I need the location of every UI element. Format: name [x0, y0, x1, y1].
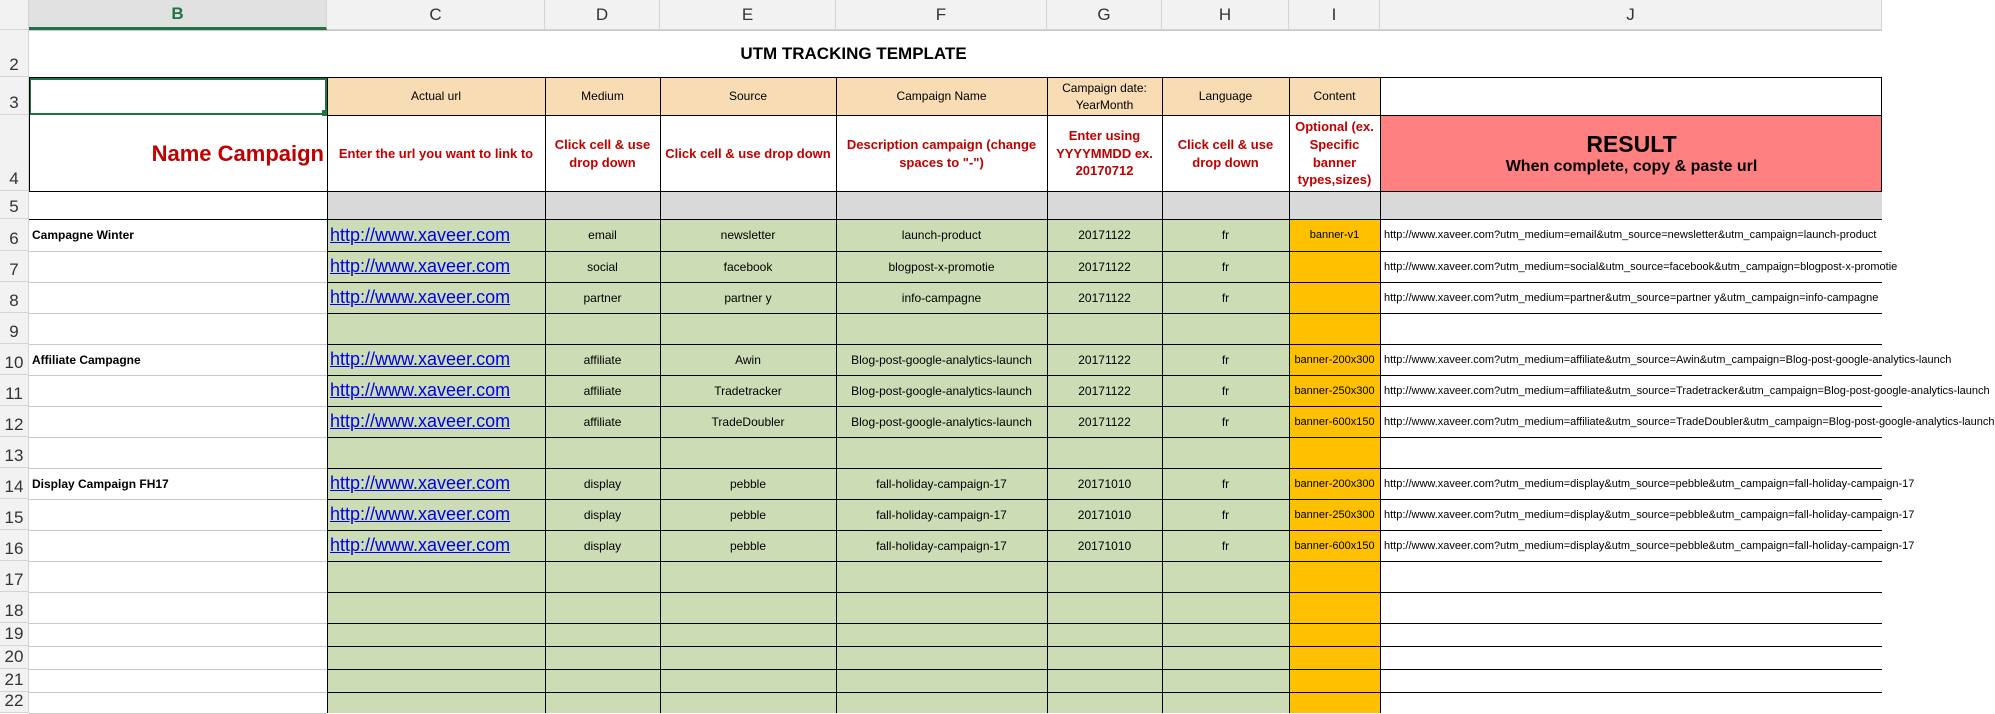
date-cell[interactable]: 20171122 [1078, 414, 1131, 429]
cell-i8[interactable] [1289, 282, 1380, 313]
row-header-20[interactable]: 20 [0, 646, 29, 669]
selected-cell-b3[interactable] [29, 78, 327, 115]
grid-line [327, 499, 1882, 500]
header-g: Campaign date: YearMonth [1047, 78, 1162, 115]
grid-line [327, 669, 1882, 670]
date-cell[interactable]: 20171122 [1078, 228, 1131, 242]
separator-f5 [836, 191, 1047, 219]
language-cell[interactable]: fr [1221, 259, 1230, 274]
language-cell[interactable]: fr [1221, 383, 1230, 398]
row-header-3[interactable]: 3 [0, 77, 29, 115]
header-e: Source [660, 78, 836, 115]
row-header-4[interactable]: 4 [0, 115, 29, 191]
grid-line [29, 646, 327, 647]
cell-h20[interactable] [1162, 646, 1289, 669]
row-header-8[interactable]: 8 [0, 282, 29, 313]
source-cell[interactable]: TradeDoubler [711, 414, 785, 429]
column-header-d[interactable]: D [545, 0, 660, 30]
grid-line [1380, 77, 1381, 713]
medium-cell[interactable]: affiliate [583, 414, 622, 429]
separator-h5 [1162, 191, 1289, 219]
language-cell[interactable]: fr [1221, 507, 1230, 522]
grid-line [660, 77, 661, 713]
result-subtitle: When complete, copy & paste url [1505, 158, 1758, 175]
grid-line [29, 313, 327, 314]
cell-e13[interactable] [660, 437, 836, 468]
cell-g21[interactable] [1047, 669, 1162, 692]
cell-e22[interactable] [660, 692, 836, 713]
cell-d17[interactable] [545, 561, 660, 592]
grid-line [836, 77, 837, 713]
campaign-name-cell[interactable]: blogpost-x-promotie [888, 259, 995, 274]
row-header-14[interactable]: 14 [0, 468, 29, 499]
row-header-12[interactable]: 12 [0, 406, 29, 437]
source-cell[interactable]: facebook [723, 259, 773, 274]
grid-line [327, 437, 1882, 438]
instruction-c: Enter the url you want to link to [338, 145, 534, 161]
cell-e20[interactable] [660, 646, 836, 669]
language-cell[interactable]: fr [1221, 538, 1230, 553]
grid-line [1289, 77, 1290, 713]
row-header-17[interactable]: 17 [0, 561, 29, 592]
instruction-i: Optional (ex. Specific banner types,sizes) [1295, 119, 1374, 188]
row-header-9[interactable]: 9 [0, 313, 29, 344]
language-cell[interactable]: fr [1221, 414, 1230, 429]
grid-line [327, 692, 1882, 693]
date-cell[interactable]: 20171122 [1078, 383, 1131, 398]
separator-i5 [1289, 191, 1380, 219]
source-cell[interactable]: pebble [729, 538, 767, 553]
cell-c20[interactable] [327, 646, 545, 669]
url-link[interactable]: http://www.xaveer.com [330, 411, 511, 431]
grid-line [29, 77, 1882, 78]
campaign-name-cell[interactable]: fall-holiday-campaign-17 [876, 538, 1007, 553]
header-c: Actual url [327, 78, 545, 115]
grid-line [29, 623, 327, 624]
grid-line [29, 219, 1882, 220]
sheet-title: UTM TRACKING TEMPLATE [740, 43, 967, 63]
grid-line [327, 282, 1882, 283]
cell-i22[interactable] [1289, 692, 1380, 713]
campaign-name: Campagne Winter [32, 228, 134, 242]
cell-c18[interactable] [327, 592, 545, 623]
column-header-b[interactable]: B [29, 0, 327, 30]
row-header-6[interactable]: 6 [0, 219, 29, 251]
language-cell[interactable]: fr [1221, 290, 1230, 305]
separator-j5 [1380, 191, 1882, 219]
campaign-name-cell[interactable]: Blog-post-google-analytics-launch [851, 414, 1032, 429]
cell-f19[interactable] [836, 623, 1047, 646]
column-header-e[interactable]: E [660, 0, 836, 30]
cell-i18[interactable] [1289, 592, 1380, 623]
url-link[interactable]: http://www.xaveer.com [330, 535, 511, 555]
instruction-h: Click cell & use drop down [1177, 136, 1274, 170]
medium-cell[interactable]: display [583, 538, 622, 553]
cell-h18[interactable] [1162, 592, 1289, 623]
source-cell[interactable]: Tradetracker [714, 383, 782, 398]
url-link[interactable]: http://www.xaveer.com [330, 287, 511, 307]
name-campaign-label: Name Campaign [151, 140, 324, 166]
date-cell[interactable]: 20171010 [1077, 507, 1132, 522]
language-cell[interactable]: fr [1221, 352, 1230, 367]
cell-f9[interactable] [836, 313, 1047, 344]
cell-f21[interactable] [836, 669, 1047, 692]
cell-e9[interactable] [660, 313, 836, 344]
source-cell[interactable]: Awin [735, 352, 761, 367]
grid-line [29, 468, 327, 469]
url-link[interactable]: http://www.xaveer.com [330, 380, 511, 400]
content-cell[interactable]: banner-200x300 [1294, 477, 1375, 490]
cell-d19[interactable] [545, 623, 660, 646]
cell-d20[interactable] [545, 646, 660, 669]
grid-line [327, 375, 1882, 376]
result-url[interactable]: http://www.xaveer.com?utm_medium=affiliate&utm_source=TradeDoubler&utm_campaign=Blog-post-google-analytics-launch [1384, 415, 1995, 428]
date-cell[interactable]: 20171010 [1077, 538, 1132, 553]
cell-d13[interactable] [545, 437, 660, 468]
row-header-7[interactable]: 7 [0, 251, 29, 282]
cell-f18[interactable] [836, 592, 1047, 623]
campaign-name-cell[interactable]: launch-product [901, 228, 982, 242]
grid-line [327, 623, 1882, 624]
row-header-16[interactable]: 16 [0, 530, 29, 561]
row-header-11[interactable]: 11 [0, 375, 29, 406]
result-url[interactable]: http://www.xaveer.com?utm_medium=email&utm_source=newsletter&utm_campaign=launch-product [1384, 229, 1877, 241]
row-header-21[interactable]: 21 [0, 669, 29, 692]
campaign-name: Affiliate Campagne [32, 352, 141, 367]
separator-d5 [545, 191, 660, 219]
cell-c22[interactable] [327, 692, 545, 713]
result-url[interactable]: http://www.xaveer.com?utm_medium=display&utm_source=pebble&utm_campaign=fall-holiday-campaign-17 [1384, 477, 1915, 490]
instruction-e: Click cell & use drop down [665, 145, 831, 161]
grid-line [327, 344, 1882, 345]
cell-c13[interactable] [327, 437, 545, 468]
medium-cell[interactable]: affiliate [583, 352, 622, 367]
row-header-13[interactable]: 13 [0, 437, 29, 468]
grid-line [29, 592, 327, 593]
grid-line [327, 561, 1882, 562]
grid-line [29, 406, 327, 407]
source-cell[interactable]: pebble [729, 507, 767, 522]
campaign-name-cell[interactable]: fall-holiday-campaign-17 [876, 476, 1007, 491]
content-cell[interactable]: banner-200x300 [1294, 353, 1375, 366]
cell-d22[interactable] [545, 692, 660, 713]
grid-line [29, 344, 327, 345]
date-cell[interactable]: 20171122 [1078, 290, 1131, 305]
cell-f20[interactable] [836, 646, 1047, 669]
cell-f22[interactable] [836, 692, 1047, 713]
row-header-2[interactable]: 2 [0, 30, 29, 77]
cell-f17[interactable] [836, 561, 1047, 592]
column-header-c[interactable]: C [327, 0, 545, 30]
grid-line [327, 251, 1882, 252]
result-url[interactable]: http://www.xaveer.com?utm_medium=affiliate&utm_source=Tradetracker&utm_campaign=Blog-post-google-analytics-launch [1384, 384, 1990, 397]
grid-line [327, 530, 1882, 531]
medium-cell[interactable]: email [588, 228, 617, 242]
cell-g17[interactable] [1047, 561, 1162, 592]
cell-c19[interactable] [327, 623, 545, 646]
column-header-g[interactable]: G [1047, 0, 1162, 30]
grid-line [29, 191, 1882, 192]
separator-c5 [327, 191, 545, 219]
cell-i17[interactable] [1289, 561, 1380, 592]
result-url[interactable]: http://www.xaveer.com?utm_medium=partner&utm_source=partner y&utm_campaign=info-campagne [1384, 291, 1879, 304]
grid-line [29, 561, 327, 562]
content-cell[interactable]: banner-250x300 [1294, 384, 1375, 397]
cell-c21[interactable] [327, 669, 545, 692]
grid-line [29, 499, 327, 500]
cell-c17[interactable] [327, 561, 545, 592]
cell-d18[interactable] [545, 592, 660, 623]
grid-line [29, 375, 327, 376]
grid-line [29, 437, 327, 438]
row-header-19[interactable]: 19 [0, 623, 29, 646]
row-header-18[interactable]: 18 [0, 592, 29, 623]
medium-cell[interactable]: affiliate [583, 383, 622, 398]
grid-line [327, 406, 1882, 407]
url-link[interactable]: http://www.xaveer.com [330, 224, 511, 245]
separator-e5 [660, 191, 836, 219]
cell-h21[interactable] [1162, 669, 1289, 692]
content-cell[interactable]: banner-v1 [1309, 229, 1360, 241]
grid-line [29, 669, 327, 670]
medium-cell[interactable]: display [583, 507, 622, 522]
result-url[interactable]: http://www.xaveer.com?utm_medium=display&utm_source=pebble&utm_campaign=fall-holiday-campaign-17 [1384, 539, 1915, 552]
column-header-i[interactable]: I [1289, 0, 1380, 30]
grid-line [29, 30, 1882, 31]
url-link[interactable]: http://www.xaveer.com [330, 504, 511, 524]
cell-h19[interactable] [1162, 623, 1289, 646]
cell-e18[interactable] [660, 592, 836, 623]
campaign-name: Display Campaign FH17 [32, 476, 169, 491]
cell-i9[interactable] [1289, 313, 1380, 344]
medium-cell[interactable]: social [587, 259, 618, 274]
cell-d21[interactable] [545, 669, 660, 692]
cell-i21[interactable] [1289, 669, 1380, 692]
header-i: Content [1289, 78, 1380, 115]
grid-line [29, 251, 327, 252]
cell-d9[interactable] [545, 313, 660, 344]
url-link[interactable]: http://www.xaveer.com [330, 349, 511, 369]
campaign-name-cell[interactable]: Blog-post-google-analytics-launch [851, 352, 1032, 367]
header-d: Medium [545, 78, 660, 115]
cell-i19[interactable] [1289, 623, 1380, 646]
medium-cell[interactable]: partner [583, 290, 622, 305]
grid-line [327, 646, 1882, 647]
result-url[interactable]: http://www.xaveer.com?utm_medium=display&utm_source=pebble&utm_campaign=fall-holiday-campaign-17 [1384, 508, 1915, 521]
column-header-j[interactable]: J [1380, 0, 1882, 30]
grid-line [327, 468, 1882, 469]
grid-line [1881, 77, 1882, 191]
grid-line [29, 692, 327, 693]
language-cell[interactable]: fr [1221, 228, 1230, 242]
grid-line [29, 530, 327, 531]
column-header-h[interactable]: H [1162, 0, 1289, 30]
cell-g22[interactable] [1047, 692, 1162, 713]
campaign-name-cell[interactable]: Blog-post-google-analytics-launch [851, 383, 1032, 398]
cell-h13[interactable] [1162, 437, 1289, 468]
result-url[interactable]: http://www.xaveer.com?utm_medium=social&utm_source=facebook&utm_campaign=blogpost-x-promotie [1384, 260, 1898, 273]
header-h: Language [1162, 78, 1289, 115]
url-link[interactable]: http://www.xaveer.com [330, 256, 511, 276]
grid-line [327, 313, 1882, 314]
result-url[interactable]: http://www.xaveer.com?utm_medium=affiliate&utm_source=Awin&utm_campaign=Blog-post-google-analytics-launch [1384, 353, 1952, 366]
cell-h17[interactable] [1162, 561, 1289, 592]
cell-h22[interactable] [1162, 692, 1289, 713]
instruction-d: Click cell & use drop down [554, 136, 651, 170]
cell-g18[interactable] [1047, 592, 1162, 623]
row-header-22[interactable]: 22 [0, 692, 29, 713]
row-header-10[interactable]: 10 [0, 344, 29, 375]
instruction-g: Enter using YYYYMMDD ex. 20170712 [1056, 128, 1153, 179]
date-cell[interactable]: 20171010 [1077, 476, 1132, 491]
cell-h9[interactable] [1162, 313, 1289, 344]
header-f: Campaign Name [836, 78, 1047, 115]
separator-g5 [1047, 191, 1162, 219]
cell-e17[interactable] [660, 561, 836, 592]
date-cell[interactable]: 20171122 [1078, 259, 1131, 274]
cell-e19[interactable] [660, 623, 836, 646]
campaign-name-cell[interactable]: info-campagne [901, 290, 982, 305]
cell-g13[interactable] [1047, 437, 1162, 468]
cell-i7[interactable] [1289, 251, 1380, 282]
result-title: RESULT [1586, 131, 1677, 157]
source-cell[interactable]: newsletter [720, 228, 776, 242]
grid-line [1047, 77, 1048, 713]
source-cell[interactable]: partner y [724, 290, 772, 305]
grid-line [545, 77, 546, 713]
column-header-f[interactable]: F [836, 0, 1047, 30]
cell-i20[interactable] [1289, 646, 1380, 669]
campaign-name-cell[interactable]: fall-holiday-campaign-17 [876, 507, 1007, 522]
instruction-f: Description campaign (change spaces to "-") [846, 136, 1037, 170]
cell-g20[interactable] [1047, 646, 1162, 669]
date-cell[interactable]: 20171122 [1078, 352, 1131, 367]
cell-i13[interactable] [1289, 437, 1380, 468]
medium-cell[interactable]: display [583, 476, 622, 491]
content-cell[interactable]: banner-250x300 [1294, 508, 1375, 521]
grid-line [327, 77, 328, 713]
select-all-corner[interactable] [0, 0, 29, 30]
cell-c9[interactable] [327, 313, 545, 344]
content-cell[interactable]: banner-600x150 [1294, 539, 1375, 552]
grid-line [29, 77, 30, 191]
cell-g19[interactable] [1047, 623, 1162, 646]
grid-line [1162, 77, 1163, 713]
cell-g9[interactable] [1047, 313, 1162, 344]
cell-f13[interactable] [836, 437, 1047, 468]
source-cell[interactable]: pebble [729, 476, 767, 491]
row-header-15[interactable]: 15 [0, 499, 29, 530]
row-header-5[interactable]: 5 [0, 191, 29, 219]
grid-line [29, 282, 327, 283]
language-cell[interactable]: fr [1221, 476, 1230, 491]
cell-e21[interactable] [660, 669, 836, 692]
content-cell[interactable]: banner-600x150 [1294, 415, 1375, 428]
result-header [1381, 116, 1882, 191]
grid-line [327, 592, 1882, 593]
grid-line [327, 115, 1882, 116]
url-link[interactable]: http://www.xaveer.com [330, 473, 511, 493]
